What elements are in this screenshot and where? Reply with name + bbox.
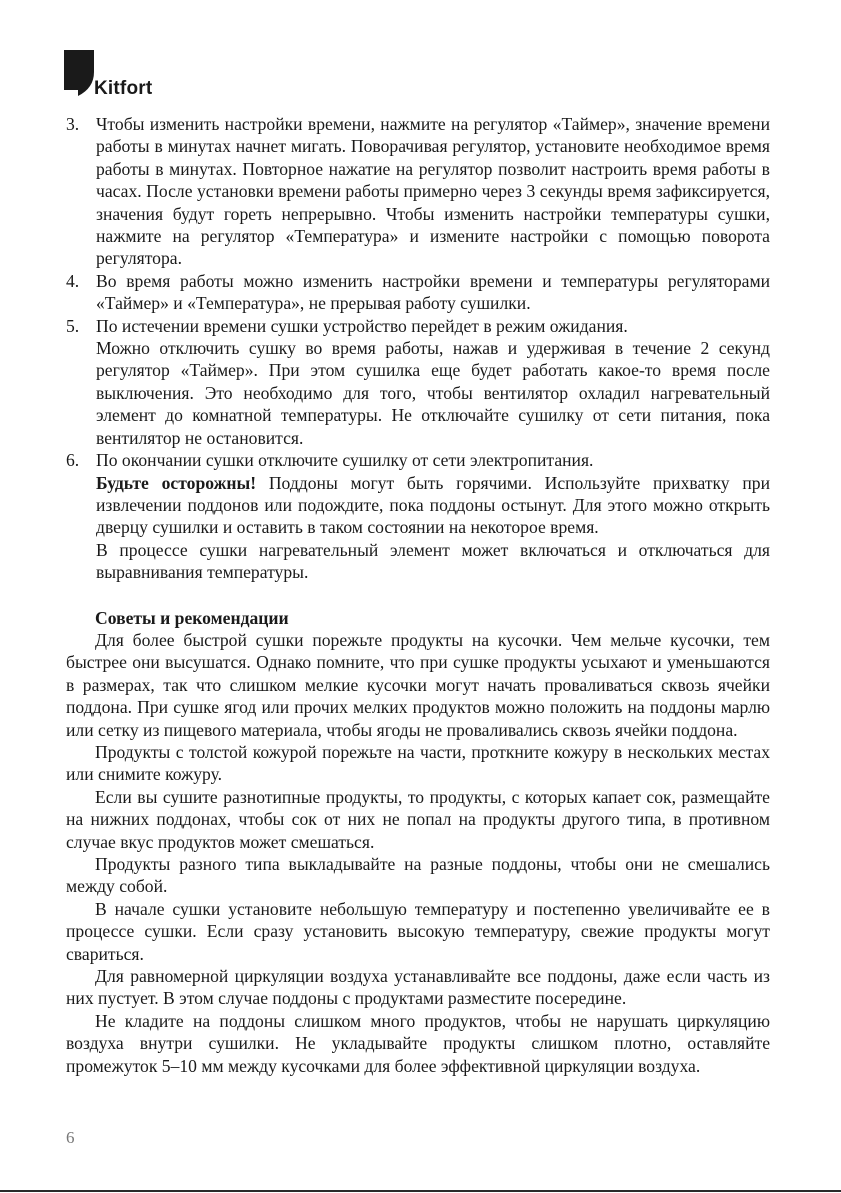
warning-label: Будьте осторожны! xyxy=(96,472,257,493)
list-item-4 xyxy=(66,270,770,315)
section-gap xyxy=(66,584,770,607)
list-text: По истечении времени сушки устройство перейдет в режим ожидания. xyxy=(96,315,628,336)
section-title: Советы и рекомендации xyxy=(95,607,289,628)
bottom-rule xyxy=(0,1190,841,1192)
list-item-3 xyxy=(66,113,770,270)
list-text: Чтобы изменить настройки времени, нажмите на регулятор «Таймер», значение времени работы в минутах начнет мигать. Поворачивая регулятор, установите необходимое время работы в минутах. Повторное нажатие на регулятор позволит настроить время работы в часах. После установки времени работы примерно через 3 секунды время зафиксируется, значения будут гореть непрерывно. Чтобы изменить настройки температуры сушки, нажмите на регулятор «Температура» и измените настройки с помощью поворота регулятора. xyxy=(96,114,770,269)
list-item-6 xyxy=(66,449,770,583)
tip-paragraph: В начале сушки установите небольшую температуру и постепенно увеличивайте ее в процессе сушки. Если сразу установить высокую температуру, свежие продукты могут свариться. xyxy=(66,898,770,964)
list-text: В процессе сушки нагревательный элемент может включаться и отключаться для выравнивания температуры. xyxy=(96,539,770,583)
list-number: 6. xyxy=(66,450,80,471)
list-item-5 xyxy=(66,315,770,449)
tip-paragraph: Не кладите на поддоны слишком много продуктов, чтобы не нарушать циркуляцию воздуха внутри сушилки. Не укладывайте продукты слишком плотно, оставляйте промежуток 5–10 мм между кусочками для более эффективной циркуляции воздуха. xyxy=(66,1010,770,1076)
kitfort-logo-icon xyxy=(64,50,94,96)
list-number: 5. xyxy=(66,315,80,336)
list-text: Можно отключить сушку во время работы, нажав и удерживая в течение 2 секунд регулятор «Таймер». При этом сушилка еще будет работать какое-то время после выключения. Это необходимо для того, чтобы вентилятор охладил нагревательный элемент до комнатной температуры. Не отключайте сушилку от сети питания, пока вентилятор не остановится. xyxy=(96,338,770,448)
list-number: 3. xyxy=(66,114,80,134)
tip-paragraph: Для более быстрой сушки порежьте продукты на кусочки. Чем мельче кусочки, тем быстрее они высушатся. Однако помните, что при сушке продукты усыхают и уменьшаются в размерах, так что слишком мелкие кусочки могут начать проваливаться сквозь ячейки поддона. При сушке ягод или прочих мелких продуктов можно положить на поддоны марлю или сетку из пищевого материала, чтобы ягоды не проваливались сквозь ячейки поддона. xyxy=(66,629,770,740)
brand-logo xyxy=(64,50,184,100)
list-number: 4. xyxy=(66,270,80,291)
warning-text: Поддоны могут быть горячими. Используйте прихватку при извлечении поддонов или подождите, пока поддоны остынут. Для этого можно открыть дверцу сушилки и оставить в таком состоянии на некоторое время. xyxy=(96,472,770,538)
brand-name: Kitfort xyxy=(94,78,153,99)
page-content xyxy=(66,113,770,1077)
tip-paragraph: Продукты разного типа выкладывайте на разные поддоны, чтобы они не смешались между собой. xyxy=(66,854,770,897)
list-text: Во время работы можно изменить настройки времени и температуры регуляторами «Таймер» и «Температура», не прерывая работу сушилки. xyxy=(96,270,770,314)
tip-paragraph: Продукты с толстой кожурой порежьте на части, проткните кожуру в нескольких местах или снимите кожуру. xyxy=(66,741,770,785)
tip-paragraph: Если вы сушите разнотипные продукты, то продукты, с которых капает сок, размещайте на нижних поддонах, чтобы сок от них не попал на продукты другого типа, в противном случае вкус продуктов может смешаться. xyxy=(66,786,770,852)
page-number: 6 xyxy=(66,1128,75,1147)
warning-paragraph xyxy=(96,472,770,539)
tip-paragraph: Для равномерной циркуляции воздуха устанавливайте все поддоны, даже если часть из них пустует. В этом случае поддоны с продуктами разместите посередине. xyxy=(66,966,770,1009)
list-text: По окончании сушки отключите сушилку от сети электропитания. xyxy=(96,450,594,471)
